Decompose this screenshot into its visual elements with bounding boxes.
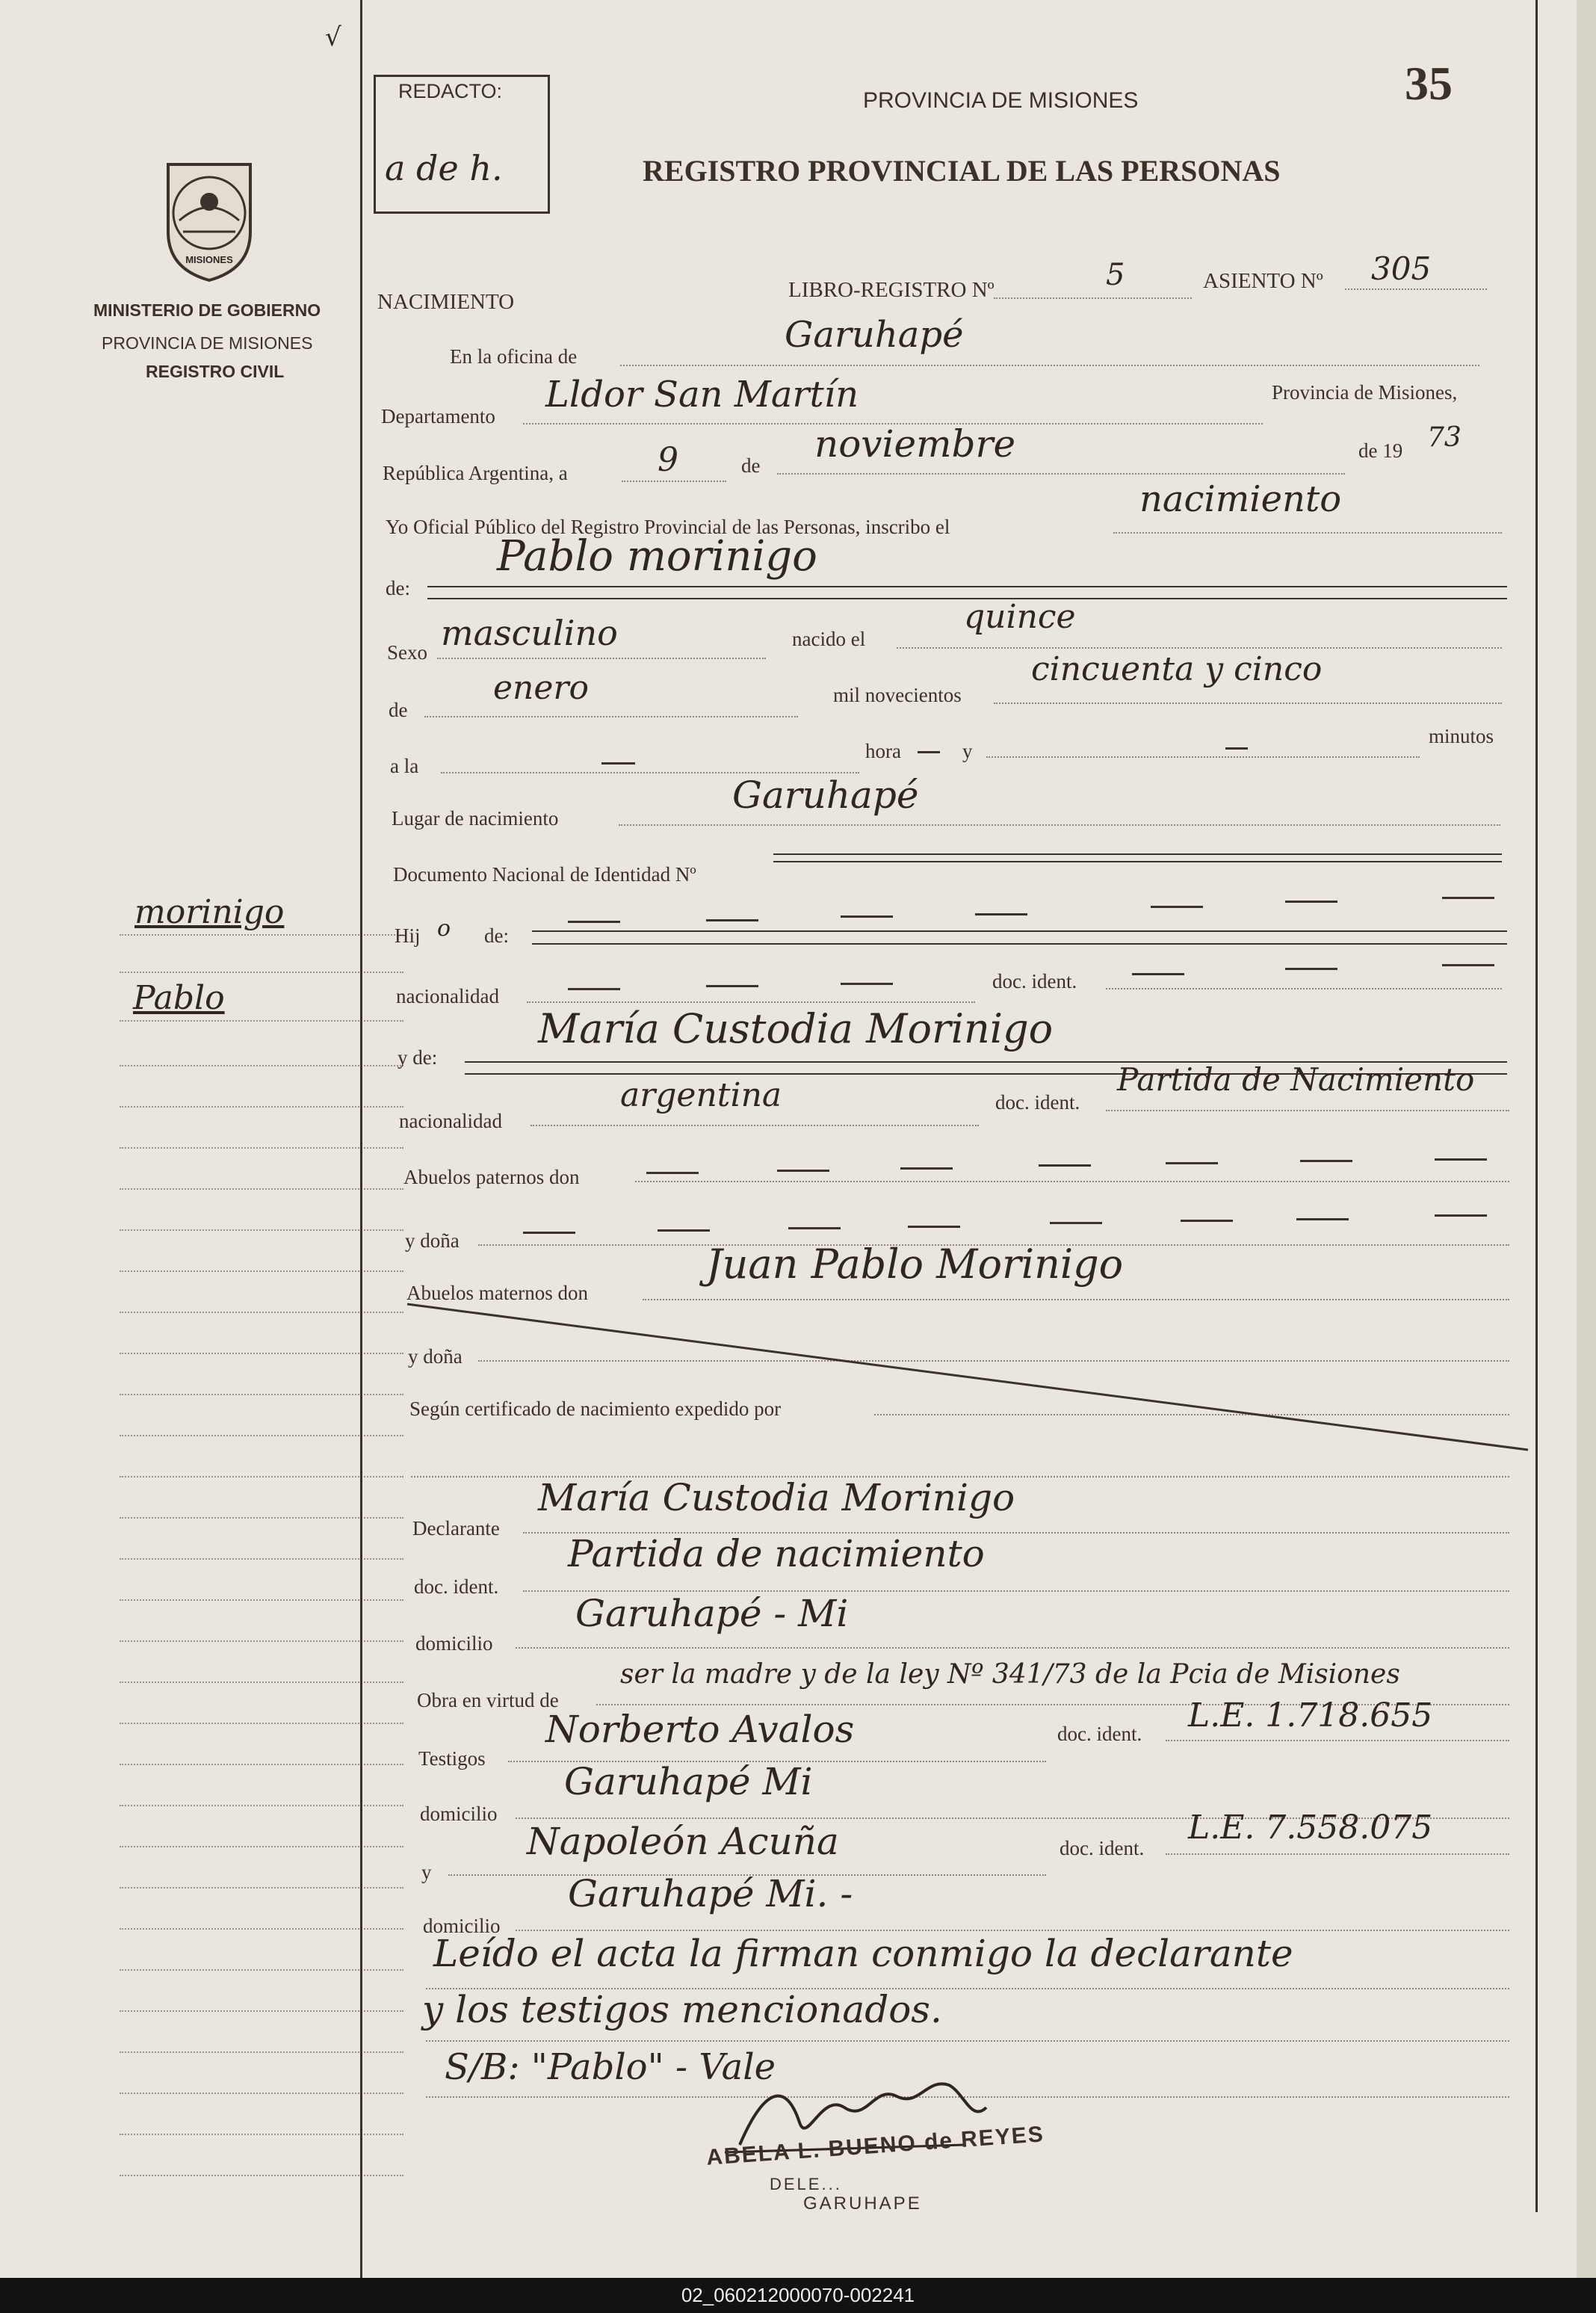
y-de-label: y de: [398,1046,438,1069]
doc-ident-label-3: doc. ident. [414,1575,499,1598]
provincia-suffix: Provincia de Misiones, [1272,381,1458,404]
domicilio-label-3: domicilio [423,1915,501,1937]
oficina-label: En la oficina de [450,345,578,368]
de-label-1: de [741,454,761,477]
testigo1-domicilio-value: Garuhapé Mi [564,1760,813,1803]
de-persona-label: de: [386,577,410,599]
abuelos-paternos-label: Abuelos paternos don [403,1166,580,1188]
obra-label: Obra en virtud de [417,1689,559,1711]
inscribo-label: Yo Oficial Público del Registro Provincial de las Personas, inscribo el [386,516,950,538]
madre-doc-value: Partida de Nacimiento [1117,1061,1475,1098]
province-title: PROVINCIA DE MISIONES [863,88,1139,113]
republica-label: República Argentina, a [383,462,568,484]
declarante-label: Declarante [412,1517,500,1540]
testigo2-doc-value: L.E. 7.558.075 [1188,1809,1433,1847]
doc-ident-label-2: doc. ident. [995,1091,1080,1114]
hijo-label: Hij [395,924,421,947]
closing-line-3: S/B: "Pablo" - Vale [445,2046,776,2088]
nacionalidad-label-2: nacionalidad [399,1110,502,1132]
sexo-label: Sexo [387,641,427,664]
footer-bar [0,2278,1596,2313]
asiento-label: ASIENTO Nº [1203,269,1323,293]
abuelos-maternos-label: Abuelos maternos don [406,1282,588,1304]
testigo2-value: Napoleón Acuña [527,1820,839,1863]
lugar-value: Garuhapé [732,773,919,817]
mes-value: noviembre [814,422,1016,466]
libro-label: LIBRO-REGISTRO Nº [788,278,995,302]
oficina-value: Garuhapé [785,314,964,356]
testigo2-domicilio-value: Garuhapé Mi. - [568,1872,853,1915]
mil-label: mil novecientos [833,684,962,706]
declarante-doc-value: Partida de nacimiento [568,1532,985,1575]
act-type-label: NACIMIENTO [377,290,515,314]
doc-ident-label-5: doc. ident. [1060,1837,1145,1859]
lugar-label: Lugar de nacimiento [392,807,559,830]
stamp-place: GARUHAPE [803,2193,922,2214]
anio-nac-value: cincuenta y cinco [1031,650,1323,688]
dia-value: 9 [658,441,678,479]
redacto-value: a de h. [385,148,503,188]
declarante-value: María Custodia Morinigo [538,1476,1015,1519]
anio-prefix: de 19 [1358,439,1403,462]
page-number: 35 [1405,57,1453,110]
redacto-label: REDACTO: [398,80,503,102]
stamp-role: DELE... [770,2175,842,2193]
closing-line-2: y los testigos mencionados. [422,1988,942,2031]
hijo-de-label: de: [484,924,509,947]
y-dona-label-1: y doña [405,1229,460,1252]
persona-value: Pablo morinigo [497,532,817,581]
declarante-domicilio-value: Garuhapé - Mi [575,1592,849,1635]
mes-label: de [389,699,408,721]
doc-ident-label-4: doc. ident. [1057,1723,1142,1745]
hora-label: hora [865,740,901,762]
nacido-label: nacido el [792,628,866,650]
nacionalidad-label-1: nacionalidad [396,985,499,1007]
registry-title: REGISTRO PROVINCIAL DE LAS PERSONAS [643,154,1281,188]
mes-nac-value: enero [493,669,589,707]
madre-value: María Custodia Morinigo [538,1005,1054,1052]
domicilio-label-1: domicilio [415,1632,493,1655]
inscribo-value: nacimiento [1139,478,1342,520]
y-label: y [962,740,973,762]
minutos-label: minutos [1429,725,1494,747]
stamp-name: ABELA L. BUENO de REYES [705,2122,1045,2170]
sexo-value: masculino [441,613,618,653]
obra-value: ser la madre y de la ley Nº 341/73 de la Pcia de Misiones [620,1659,1400,1690]
domicilio-label-2: domicilio [420,1803,498,1825]
margin-name: Pablo [133,979,225,1017]
abuelo-materno-value: Juan Pablo Morinigo [706,1241,1124,1288]
closing-line-1: Leído el acta la firman conmigo la declarante [433,1932,1293,1975]
y-dona-label-2: y doña [408,1345,463,1368]
dni-label: Documento Nacional de Identidad Nº [393,863,696,886]
registry-civil-label: REGISTRO CIVIL [146,362,285,381]
ala-label: a la [390,755,419,777]
testigo1-value: Norberto Avalos [545,1708,855,1751]
document-code: 02_060212000070-002241 [681,2284,915,2306]
margin-surname: morinigo [134,893,285,931]
libro-value: 5 [1106,258,1125,292]
ministry-label: MINISTERIO DE GOBIERNO [93,300,321,320]
province-label: PROVINCIA DE MISIONES [102,333,313,353]
doc-ident-label-1: doc. ident. [992,970,1077,992]
nacido-dia-value: quince [964,598,1076,636]
madre-nacionalidad-value: argentina [620,1076,782,1114]
testigo1-doc-value: L.E. 1.718.655 [1188,1696,1433,1735]
segun-label: Según certificado de nacimiento expedido por [409,1398,782,1420]
hijo-suffix: o [437,915,451,942]
departamento-label: Departamento [381,405,495,427]
seal-text: MISIONES [185,254,233,265]
y-testigo-label: y [421,1861,432,1883]
anio-value: 73 [1427,422,1462,453]
departamento-value: Lldor San Martín [545,374,859,416]
corner-check-mark: √ [325,22,341,52]
testigos-label: Testigos [418,1747,486,1770]
asiento-value: 305 [1371,250,1432,287]
